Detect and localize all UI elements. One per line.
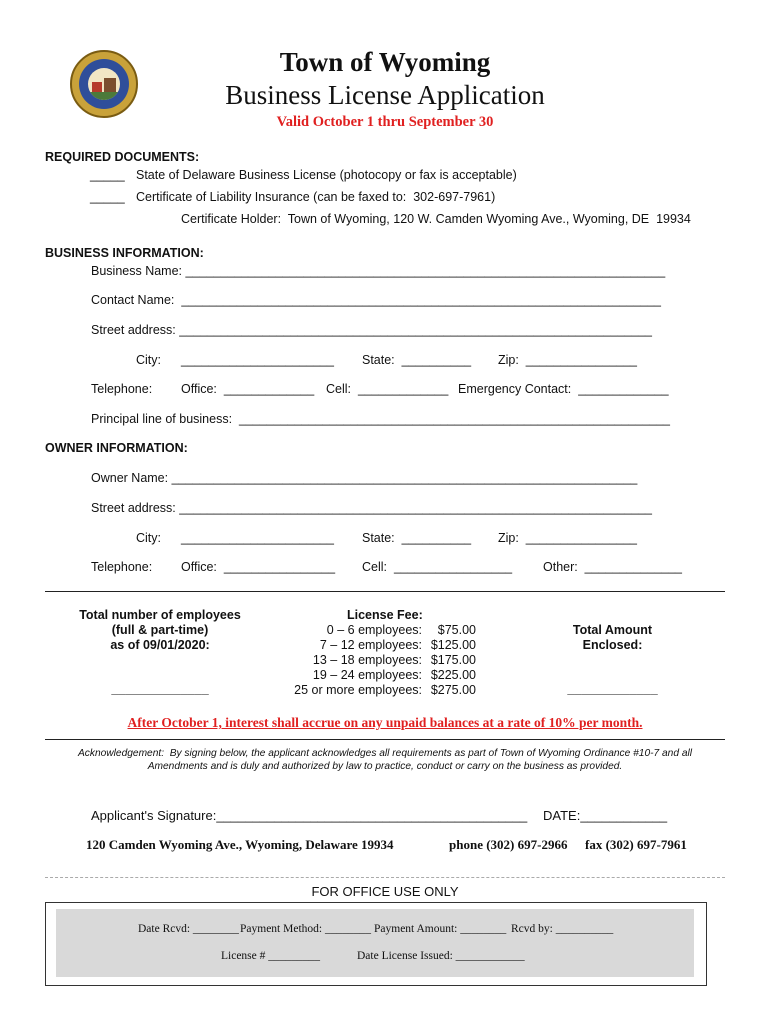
footer-fax: fax (302) 697-7961 xyxy=(585,837,687,852)
fee-tier-amount: $225.00 xyxy=(430,668,476,682)
principal-business-field[interactable]: Principal line of business: ______________________________________________________________ xyxy=(91,412,671,426)
business-zip-field[interactable]: Zip: ________________ xyxy=(498,353,638,367)
page-subtitle: Business License Application xyxy=(225,80,545,110)
business-office-phone-field[interactable]: Office: _____________ xyxy=(181,382,315,396)
owner-city-label: City: xyxy=(136,531,161,545)
doc-checkbox-blank[interactable]: _____ xyxy=(90,190,125,204)
fee-tier-label: 0 – 6 employees: xyxy=(326,623,422,637)
section-divider xyxy=(45,739,725,740)
business-city-label: City: xyxy=(136,353,161,367)
employees-label-line2: (full & part-time) xyxy=(111,623,209,637)
license-fee-heading: License Fee: xyxy=(347,608,423,622)
office-use-box xyxy=(45,902,707,986)
applicant-signature-field[interactable]: Applicant's Signature:___________________________________________ xyxy=(91,808,528,823)
payment-amount-field[interactable]: Payment Amount: ________ xyxy=(374,923,507,935)
interest-notice: After October 1, interest shall accrue on any unpaid balances at a rate of 10% per month. xyxy=(127,715,643,730)
owner-office-phone-field[interactable]: Office: ________________ xyxy=(181,560,336,574)
acknowledgement-line2: Amendments and is duly and authorized by law to practice, conduct or carry on the business as provided. xyxy=(147,761,623,772)
business-cell-field[interactable]: Cell: _____________ xyxy=(326,382,449,396)
doc-checkbox-blank[interactable]: _____ xyxy=(90,168,125,182)
received-by-field[interactable]: Rcvd by: __________ xyxy=(511,923,614,935)
total-amount-field[interactable]: _____________ xyxy=(567,682,658,696)
date-received-field[interactable]: Date Rcvd: ________ xyxy=(138,923,239,935)
total-enclosed-label: Enclosed: xyxy=(582,638,643,652)
fee-tier-amount: $175.00 xyxy=(430,653,476,667)
certificate-holder: Certificate Holder: Town of Wyoming, 120 W. Camden Wyoming Ave., Wyoming, DE 19934 xyxy=(181,212,691,226)
fee-tier-label: 25 or more employees: xyxy=(294,683,422,697)
business-name-field[interactable]: Business Name: _____________________________________________________________________ xyxy=(91,264,666,278)
emergency-contact-field[interactable]: Emergency Contact: _____________ xyxy=(458,382,669,396)
business-info-heading: BUSINESS INFORMATION: xyxy=(45,246,204,260)
payment-method-field[interactable]: Payment Method: ________ xyxy=(240,923,371,935)
fee-tier-amount: $275.00 xyxy=(430,683,476,697)
owner-telephone-label: Telephone: xyxy=(91,560,153,574)
owner-city-field[interactable]: ______________________ xyxy=(181,531,334,545)
owner-other-phone-field[interactable]: Other: ______________ xyxy=(543,560,683,574)
business-telephone-label: Telephone: xyxy=(91,382,153,396)
doc-item-insurance: Certificate of Liability Insurance (can be faxed to: 302-697-7961) xyxy=(136,190,496,204)
contact-name-field[interactable]: Contact Name: _____________________________________________________________________ xyxy=(91,293,661,307)
section-divider xyxy=(45,591,725,592)
office-use-heading: FOR OFFICE USE ONLY xyxy=(311,884,459,899)
business-street-field[interactable]: Street address: ____________________________________________________________________ xyxy=(91,323,652,337)
footer-address: 120 Camden Wyoming Ave., Wyoming, Delaware 19934 xyxy=(86,837,394,852)
total-amount-label: Total Amount xyxy=(572,623,653,637)
cut-line xyxy=(45,877,725,878)
doc-item-state-license: State of Delaware Business License (photocopy or fax is acceptable) xyxy=(136,168,517,182)
employees-label-line1: Total number of employees xyxy=(79,608,241,622)
required-docs-heading: REQUIRED DOCUMENTS: xyxy=(45,150,200,164)
license-number-field[interactable]: License # _________ xyxy=(221,950,321,962)
footer-phone: phone (302) 697-2966 xyxy=(449,837,568,852)
fee-tier-label: 19 – 24 employees: xyxy=(312,668,422,682)
acknowledgement-line1: Acknowledgement: By signing below, the applicant acknowledges all requirements as part of Town of Wyoming Ordinance #10-7 and all xyxy=(77,748,693,759)
signature-date-field[interactable]: DATE:____________ xyxy=(543,808,668,823)
employees-label-line3: as of 09/01/2020: xyxy=(110,638,210,652)
owner-name-field[interactable]: Owner Name: ___________________________________________________________________ xyxy=(91,471,638,485)
owner-zip-field[interactable]: Zip: ________________ xyxy=(498,531,638,545)
fee-tier-amount: $75.00 xyxy=(437,623,476,637)
business-state-field[interactable]: State: __________ xyxy=(362,353,472,367)
fee-tier-label: 7 – 12 employees: xyxy=(319,638,422,652)
owner-state-field[interactable]: State: __________ xyxy=(362,531,472,545)
owner-cell-field[interactable]: Cell: _________________ xyxy=(362,560,513,574)
employees-count-field[interactable]: ______________ xyxy=(111,682,209,696)
owner-info-heading: OWNER INFORMATION: xyxy=(45,441,188,455)
date-license-issued-field[interactable]: Date License Issued: ____________ xyxy=(357,950,525,962)
business-city-field[interactable]: ______________________ xyxy=(181,353,334,367)
valid-period: Valid October 1 thru September 30 xyxy=(276,114,494,130)
fee-tier-label: 13 – 18 employees: xyxy=(312,653,422,667)
owner-street-field[interactable]: Street address: ____________________________________________________________________ xyxy=(91,501,652,515)
fee-tier-amount: $125.00 xyxy=(430,638,476,652)
page-title: Town of Wyoming xyxy=(279,47,491,77)
